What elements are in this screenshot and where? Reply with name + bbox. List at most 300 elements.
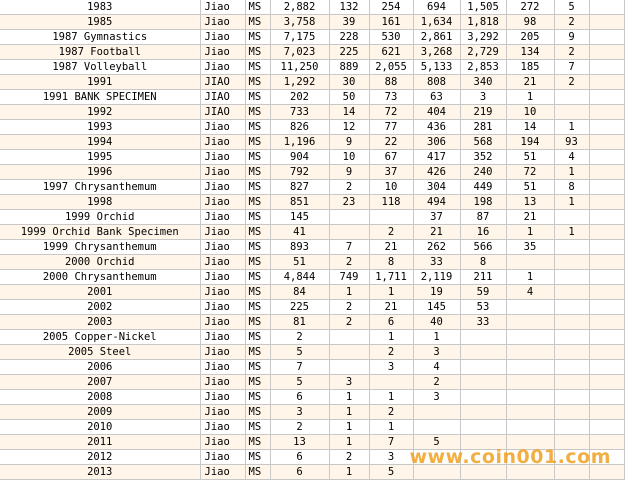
- count-cell[interactable]: 132: [329, 0, 369, 15]
- count-cell[interactable]: [506, 300, 554, 315]
- grade-type-cell[interactable]: Jiao: [200, 450, 245, 465]
- count-cell[interactable]: 33: [460, 315, 506, 330]
- count-cell[interactable]: 21: [369, 240, 413, 255]
- grade-type-cell[interactable]: Jiao: [200, 330, 245, 345]
- count-cell[interactable]: 37: [369, 165, 413, 180]
- count-cell[interactable]: 3,268: [413, 45, 460, 60]
- count-cell[interactable]: 426: [413, 165, 460, 180]
- grade-type-cell[interactable]: JIAO: [200, 105, 245, 120]
- count-cell[interactable]: 14: [329, 105, 369, 120]
- count-cell[interactable]: [329, 360, 369, 375]
- grade-type-cell[interactable]: Jiao: [200, 420, 245, 435]
- count-cell[interactable]: 8: [460, 255, 506, 270]
- count-cell[interactable]: 2: [270, 420, 329, 435]
- count-cell[interactable]: [460, 345, 506, 360]
- count-cell[interactable]: 10: [506, 105, 554, 120]
- count-cell[interactable]: 6: [369, 315, 413, 330]
- count-cell[interactable]: 145: [270, 210, 329, 225]
- count-cell[interactable]: [554, 315, 589, 330]
- count-cell[interactable]: 40: [413, 315, 460, 330]
- ms-cell[interactable]: MS: [245, 30, 270, 45]
- ms-cell[interactable]: MS: [245, 0, 270, 15]
- coin-name-cell[interactable]: 1993: [0, 120, 200, 135]
- count-cell[interactable]: 185: [506, 60, 554, 75]
- count-cell[interactable]: 340: [460, 75, 506, 90]
- ms-cell[interactable]: MS: [245, 270, 270, 285]
- grade-type-cell[interactable]: Jiao: [200, 315, 245, 330]
- count-cell[interactable]: 1,292: [270, 75, 329, 90]
- count-cell[interactable]: 2: [413, 375, 460, 390]
- count-cell[interactable]: 13: [506, 195, 554, 210]
- count-cell[interactable]: [506, 330, 554, 345]
- ms-cell[interactable]: MS: [245, 420, 270, 435]
- ms-cell[interactable]: MS: [245, 240, 270, 255]
- count-cell[interactable]: 1: [413, 330, 460, 345]
- count-cell[interactable]: 7,175: [270, 30, 329, 45]
- count-cell[interactable]: [589, 120, 624, 135]
- count-cell[interactable]: 11,250: [270, 60, 329, 75]
- count-cell[interactable]: 51: [270, 255, 329, 270]
- count-cell[interactable]: [506, 255, 554, 270]
- count-cell[interactable]: 1,196: [270, 135, 329, 150]
- count-cell[interactable]: 1: [506, 225, 554, 240]
- count-cell[interactable]: 51: [506, 180, 554, 195]
- count-cell[interactable]: [329, 225, 369, 240]
- ms-cell[interactable]: MS: [245, 450, 270, 465]
- count-cell[interactable]: 87: [460, 210, 506, 225]
- coin-name-cell[interactable]: 2000 Orchid: [0, 255, 200, 270]
- coin-name-cell[interactable]: 1999 Chrysanthemum: [0, 240, 200, 255]
- count-cell[interactable]: 2: [369, 405, 413, 420]
- grade-type-cell[interactable]: JIAO: [200, 90, 245, 105]
- count-cell[interactable]: 21: [506, 210, 554, 225]
- count-cell[interactable]: [554, 360, 589, 375]
- count-cell[interactable]: 93: [554, 135, 589, 150]
- count-cell[interactable]: 568: [460, 135, 506, 150]
- grade-type-cell[interactable]: Jiao: [200, 360, 245, 375]
- ms-cell[interactable]: MS: [245, 195, 270, 210]
- grade-type-cell[interactable]: Jiao: [200, 435, 245, 450]
- grade-type-cell[interactable]: Jiao: [200, 210, 245, 225]
- coin-name-cell[interactable]: 2001: [0, 285, 200, 300]
- ms-cell[interactable]: MS: [245, 345, 270, 360]
- count-cell[interactable]: [589, 285, 624, 300]
- count-cell[interactable]: 14: [506, 120, 554, 135]
- ms-cell[interactable]: MS: [245, 225, 270, 240]
- grade-type-cell[interactable]: Jiao: [200, 120, 245, 135]
- count-cell[interactable]: 59: [460, 285, 506, 300]
- grade-type-cell[interactable]: JIAO: [200, 75, 245, 90]
- grade-type-cell[interactable]: Jiao: [200, 30, 245, 45]
- count-cell[interactable]: [329, 330, 369, 345]
- count-cell[interactable]: 228: [329, 30, 369, 45]
- count-cell[interactable]: 827: [270, 180, 329, 195]
- grade-type-cell[interactable]: Jiao: [200, 390, 245, 405]
- ms-cell[interactable]: MS: [245, 360, 270, 375]
- count-cell[interactable]: 225: [270, 300, 329, 315]
- grade-type-cell[interactable]: Jiao: [200, 225, 245, 240]
- count-cell[interactable]: 4: [413, 360, 460, 375]
- count-cell[interactable]: 1: [554, 195, 589, 210]
- count-cell[interactable]: 1: [506, 270, 554, 285]
- count-cell[interactable]: 72: [369, 105, 413, 120]
- count-cell[interactable]: [554, 330, 589, 345]
- grade-type-cell[interactable]: Jiao: [200, 15, 245, 30]
- ms-cell[interactable]: MS: [245, 315, 270, 330]
- count-cell[interactable]: [329, 210, 369, 225]
- count-cell[interactable]: 50: [329, 90, 369, 105]
- count-cell[interactable]: 5: [413, 435, 460, 450]
- count-cell[interactable]: 10: [329, 150, 369, 165]
- count-cell[interactable]: 67: [369, 150, 413, 165]
- coin-name-cell[interactable]: 2009: [0, 405, 200, 420]
- count-cell[interactable]: 5: [554, 0, 589, 15]
- count-cell[interactable]: 21: [369, 300, 413, 315]
- ms-cell[interactable]: MS: [245, 45, 270, 60]
- ms-cell[interactable]: MS: [245, 15, 270, 30]
- grade-type-cell[interactable]: Jiao: [200, 465, 245, 480]
- coin-name-cell[interactable]: 2008: [0, 390, 200, 405]
- count-cell[interactable]: [589, 330, 624, 345]
- count-cell[interactable]: 281: [460, 120, 506, 135]
- count-cell[interactable]: 8: [554, 180, 589, 195]
- count-cell[interactable]: 749: [329, 270, 369, 285]
- count-cell[interactable]: 1: [369, 420, 413, 435]
- coin-name-cell[interactable]: 1985: [0, 15, 200, 30]
- count-cell[interactable]: 3,758: [270, 15, 329, 30]
- grade-type-cell[interactable]: Jiao: [200, 405, 245, 420]
- count-cell[interactable]: [506, 405, 554, 420]
- count-cell[interactable]: 118: [369, 195, 413, 210]
- count-cell[interactable]: 7: [554, 60, 589, 75]
- count-cell[interactable]: 2,861: [413, 30, 460, 45]
- count-cell[interactable]: 694: [413, 0, 460, 15]
- grade-type-cell[interactable]: Jiao: [200, 345, 245, 360]
- count-cell[interactable]: 202: [270, 90, 329, 105]
- count-cell[interactable]: 1: [329, 435, 369, 450]
- count-cell[interactable]: 2: [554, 15, 589, 30]
- count-cell[interactable]: 5,133: [413, 60, 460, 75]
- coin-name-cell[interactable]: 1987 Gymnastics: [0, 30, 200, 45]
- count-cell[interactable]: [589, 255, 624, 270]
- count-cell[interactable]: 3,292: [460, 30, 506, 45]
- count-cell[interactable]: [554, 300, 589, 315]
- coin-name-cell[interactable]: 1991: [0, 75, 200, 90]
- coin-name-cell[interactable]: 2012: [0, 450, 200, 465]
- coin-name-cell[interactable]: 2010: [0, 420, 200, 435]
- count-cell[interactable]: [589, 45, 624, 60]
- count-cell[interactable]: 6: [270, 390, 329, 405]
- count-cell[interactable]: [589, 210, 624, 225]
- count-cell[interactable]: 6: [270, 465, 329, 480]
- count-cell[interactable]: [589, 345, 624, 360]
- count-cell[interactable]: [460, 390, 506, 405]
- grade-type-cell[interactable]: Jiao: [200, 0, 245, 15]
- count-cell[interactable]: 81: [270, 315, 329, 330]
- count-cell[interactable]: 7: [329, 240, 369, 255]
- count-cell[interactable]: 2,119: [413, 270, 460, 285]
- ms-cell[interactable]: MS: [245, 255, 270, 270]
- ms-cell[interactable]: MS: [245, 285, 270, 300]
- coin-name-cell[interactable]: 2000 Chrysanthemum: [0, 270, 200, 285]
- count-cell[interactable]: 889: [329, 60, 369, 75]
- count-cell[interactable]: [589, 150, 624, 165]
- count-cell[interactable]: 145: [413, 300, 460, 315]
- count-cell[interactable]: 19: [413, 285, 460, 300]
- count-cell[interactable]: [554, 270, 589, 285]
- count-cell[interactable]: 88: [369, 75, 413, 90]
- coin-name-cell[interactable]: 1998: [0, 195, 200, 210]
- coin-name-cell[interactable]: 1999 Orchid: [0, 210, 200, 225]
- count-cell[interactable]: 2: [329, 180, 369, 195]
- count-cell[interactable]: 72: [506, 165, 554, 180]
- count-cell[interactable]: 2: [329, 315, 369, 330]
- count-cell[interactable]: 1,711: [369, 270, 413, 285]
- count-cell[interactable]: 449: [460, 180, 506, 195]
- ms-cell[interactable]: MS: [245, 330, 270, 345]
- count-cell[interactable]: 436: [413, 120, 460, 135]
- count-cell[interactable]: [460, 420, 506, 435]
- count-cell[interactable]: 2: [270, 330, 329, 345]
- count-cell[interactable]: [589, 240, 624, 255]
- count-cell[interactable]: [554, 240, 589, 255]
- count-cell[interactable]: 134: [506, 45, 554, 60]
- count-cell[interactable]: 306: [413, 135, 460, 150]
- coin-name-cell[interactable]: 1991 BANK SPECIMEN: [0, 90, 200, 105]
- grade-type-cell[interactable]: Jiao: [200, 180, 245, 195]
- count-cell[interactable]: 1: [329, 465, 369, 480]
- ms-cell[interactable]: MS: [245, 180, 270, 195]
- count-cell[interactable]: 225: [329, 45, 369, 60]
- count-cell[interactable]: 16: [460, 225, 506, 240]
- count-cell[interactable]: [506, 345, 554, 360]
- count-cell[interactable]: 566: [460, 240, 506, 255]
- count-cell[interactable]: 262: [413, 240, 460, 255]
- count-cell[interactable]: [589, 165, 624, 180]
- count-cell[interactable]: [589, 180, 624, 195]
- coin-name-cell[interactable]: 1996: [0, 165, 200, 180]
- count-cell[interactable]: [589, 390, 624, 405]
- coin-name-cell[interactable]: 1994: [0, 135, 200, 150]
- ms-cell[interactable]: MS: [245, 375, 270, 390]
- count-cell[interactable]: [589, 90, 624, 105]
- count-cell[interactable]: 404: [413, 105, 460, 120]
- count-cell[interactable]: [460, 375, 506, 390]
- count-cell[interactable]: 51: [506, 150, 554, 165]
- count-cell[interactable]: 77: [369, 120, 413, 135]
- count-cell[interactable]: 84: [270, 285, 329, 300]
- ms-cell[interactable]: MS: [245, 135, 270, 150]
- count-cell[interactable]: [369, 210, 413, 225]
- count-cell[interactable]: 851: [270, 195, 329, 210]
- count-cell[interactable]: [589, 375, 624, 390]
- ms-cell[interactable]: MS: [245, 465, 270, 480]
- count-cell[interactable]: 417: [413, 150, 460, 165]
- ms-cell[interactable]: MS: [245, 390, 270, 405]
- grade-type-cell[interactable]: Jiao: [200, 150, 245, 165]
- grade-type-cell[interactable]: Jiao: [200, 270, 245, 285]
- count-cell[interactable]: 5: [270, 345, 329, 360]
- count-cell[interactable]: 2: [329, 450, 369, 465]
- count-cell[interactable]: 3: [270, 405, 329, 420]
- count-cell[interactable]: 22: [369, 135, 413, 150]
- coin-name-cell[interactable]: 2006: [0, 360, 200, 375]
- count-cell[interactable]: 98: [506, 15, 554, 30]
- count-cell[interactable]: 2: [369, 225, 413, 240]
- coin-name-cell[interactable]: 2005 Steel: [0, 345, 200, 360]
- count-cell[interactable]: 494: [413, 195, 460, 210]
- count-cell[interactable]: 8: [369, 255, 413, 270]
- count-cell[interactable]: [506, 420, 554, 435]
- count-cell[interactable]: [589, 105, 624, 120]
- count-cell[interactable]: 1: [554, 165, 589, 180]
- coin-name-cell[interactable]: 1995: [0, 150, 200, 165]
- count-cell[interactable]: [589, 315, 624, 330]
- count-cell[interactable]: 272: [506, 0, 554, 15]
- count-cell[interactable]: 21: [506, 75, 554, 90]
- ms-cell[interactable]: MS: [245, 90, 270, 105]
- count-cell[interactable]: [589, 15, 624, 30]
- count-cell[interactable]: 1: [369, 330, 413, 345]
- ms-cell[interactable]: MS: [245, 405, 270, 420]
- count-cell[interactable]: 3: [369, 450, 413, 465]
- count-cell[interactable]: 194: [506, 135, 554, 150]
- ms-cell[interactable]: MS: [245, 165, 270, 180]
- count-cell[interactable]: 73: [369, 90, 413, 105]
- count-cell[interactable]: [460, 330, 506, 345]
- ms-cell[interactable]: MS: [245, 435, 270, 450]
- count-cell[interactable]: 1: [554, 120, 589, 135]
- count-cell[interactable]: 13: [270, 435, 329, 450]
- count-cell[interactable]: 12: [329, 120, 369, 135]
- grade-type-cell[interactable]: Jiao: [200, 300, 245, 315]
- count-cell[interactable]: 530: [369, 30, 413, 45]
- count-cell[interactable]: [460, 360, 506, 375]
- count-cell[interactable]: [589, 60, 624, 75]
- count-cell[interactable]: 6: [270, 450, 329, 465]
- count-cell[interactable]: 3: [369, 360, 413, 375]
- count-cell[interactable]: [506, 360, 554, 375]
- count-cell[interactable]: 3: [413, 345, 460, 360]
- coin-name-cell[interactable]: 2005 Copper-Nickel: [0, 330, 200, 345]
- count-cell[interactable]: 41: [270, 225, 329, 240]
- grade-type-cell[interactable]: Jiao: [200, 255, 245, 270]
- count-cell[interactable]: 10: [369, 180, 413, 195]
- count-cell[interactable]: 33: [413, 255, 460, 270]
- count-cell[interactable]: 904: [270, 150, 329, 165]
- count-cell[interactable]: 808: [413, 75, 460, 90]
- count-cell[interactable]: 4: [554, 150, 589, 165]
- count-cell[interactable]: [589, 195, 624, 210]
- count-cell[interactable]: 2: [369, 345, 413, 360]
- count-cell[interactable]: 2,055: [369, 60, 413, 75]
- coin-name-cell[interactable]: 2003: [0, 315, 200, 330]
- count-cell[interactable]: 1: [329, 390, 369, 405]
- count-cell[interactable]: 1: [554, 225, 589, 240]
- coin-name-cell[interactable]: 2011: [0, 435, 200, 450]
- coin-name-cell[interactable]: 2007: [0, 375, 200, 390]
- count-cell[interactable]: [413, 405, 460, 420]
- count-cell[interactable]: 211: [460, 270, 506, 285]
- count-cell[interactable]: 2: [554, 75, 589, 90]
- count-cell[interactable]: 219: [460, 105, 506, 120]
- count-cell[interactable]: 205: [506, 30, 554, 45]
- count-cell[interactable]: 1: [369, 390, 413, 405]
- ms-cell[interactable]: MS: [245, 150, 270, 165]
- coin-name-cell[interactable]: 1987 Football: [0, 45, 200, 60]
- count-cell[interactable]: 4,844: [270, 270, 329, 285]
- count-cell[interactable]: [589, 360, 624, 375]
- count-cell[interactable]: [554, 255, 589, 270]
- count-cell[interactable]: 9: [329, 165, 369, 180]
- count-cell[interactable]: 893: [270, 240, 329, 255]
- count-cell[interactable]: 1: [369, 285, 413, 300]
- count-cell[interactable]: [554, 105, 589, 120]
- coin-name-cell[interactable]: 1983: [0, 0, 200, 15]
- count-cell[interactable]: 792: [270, 165, 329, 180]
- coin-name-cell[interactable]: 1992: [0, 105, 200, 120]
- count-cell[interactable]: [369, 375, 413, 390]
- count-cell[interactable]: 2: [329, 300, 369, 315]
- count-cell[interactable]: [589, 135, 624, 150]
- count-cell[interactable]: [506, 390, 554, 405]
- count-cell[interactable]: 304: [413, 180, 460, 195]
- count-cell[interactable]: [589, 300, 624, 315]
- count-cell[interactable]: 2,882: [270, 0, 329, 15]
- coin-name-cell[interactable]: 1999 Orchid Bank Specimen: [0, 225, 200, 240]
- count-cell[interactable]: 21: [413, 225, 460, 240]
- count-cell[interactable]: 198: [460, 195, 506, 210]
- count-cell[interactable]: 9: [554, 30, 589, 45]
- grade-type-cell[interactable]: Jiao: [200, 165, 245, 180]
- count-cell[interactable]: 5: [270, 375, 329, 390]
- count-cell[interactable]: [589, 0, 624, 15]
- count-cell[interactable]: [554, 345, 589, 360]
- ms-cell[interactable]: MS: [245, 75, 270, 90]
- count-cell[interactable]: 39: [329, 15, 369, 30]
- count-cell[interactable]: 2,729: [460, 45, 506, 60]
- grade-type-cell[interactable]: Jiao: [200, 375, 245, 390]
- count-cell[interactable]: 2: [554, 45, 589, 60]
- count-cell[interactable]: 3: [413, 390, 460, 405]
- count-cell[interactable]: 9: [329, 135, 369, 150]
- count-cell[interactable]: 3: [460, 90, 506, 105]
- coin-name-cell[interactable]: 1987 Volleyball: [0, 60, 200, 75]
- count-cell[interactable]: 1: [329, 420, 369, 435]
- count-cell[interactable]: [554, 390, 589, 405]
- coin-name-cell[interactable]: 1997 Chrysanthemum: [0, 180, 200, 195]
- count-cell[interactable]: 1,634: [413, 15, 460, 30]
- ms-cell[interactable]: MS: [245, 105, 270, 120]
- ms-cell[interactable]: MS: [245, 60, 270, 75]
- count-cell[interactable]: 63: [413, 90, 460, 105]
- grade-type-cell[interactable]: Jiao: [200, 45, 245, 60]
- count-cell[interactable]: [460, 405, 506, 420]
- ms-cell[interactable]: MS: [245, 300, 270, 315]
- count-cell[interactable]: 7: [369, 435, 413, 450]
- count-cell[interactable]: 23: [329, 195, 369, 210]
- count-cell[interactable]: 7: [270, 360, 329, 375]
- count-cell[interactable]: 3: [329, 375, 369, 390]
- count-cell[interactable]: 1: [506, 90, 554, 105]
- count-cell[interactable]: [589, 270, 624, 285]
- count-cell[interactable]: [554, 375, 589, 390]
- count-cell[interactable]: 2: [329, 255, 369, 270]
- count-cell[interactable]: 53: [460, 300, 506, 315]
- count-cell[interactable]: [413, 420, 460, 435]
- count-cell[interactable]: 1,818: [460, 15, 506, 30]
- ms-cell[interactable]: MS: [245, 210, 270, 225]
